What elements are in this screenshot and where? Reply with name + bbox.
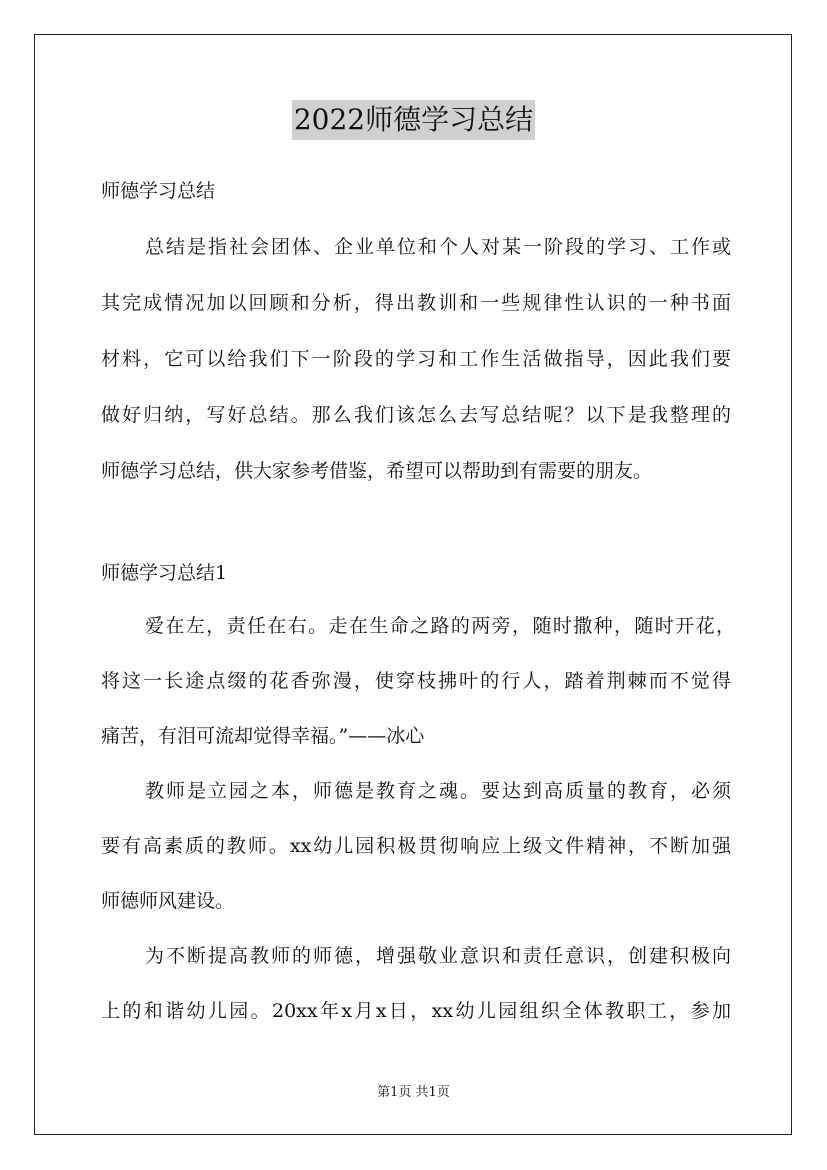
paragraph-line: 痛苦，有泪可流却觉得幸福。”——冰心	[101, 725, 425, 747]
paragraph-line: 师德师风建设。	[101, 890, 235, 912]
paragraph-line: 要有高素质的教师。xx幼儿园积极贯彻响应上级文件精神，不断加强	[101, 835, 731, 857]
page-footer: 第1页 共1页	[377, 1085, 450, 1100]
paragraph-line: 师德学习总结，供大家参考借鉴，希望可以帮助到有需要的朋友。	[101, 460, 653, 482]
paragraph-line: 总结是指社会团体、企业单位和个人对某一阶段的学习、工作或	[145, 236, 731, 258]
paragraph-line: 为不断提高教师的师德，增强敬业意识和责任意识，创建积极向	[145, 945, 731, 967]
document-title	[0, 100, 827, 140]
paragraph-line: 教师是立园之本，师德是教育之魂。要达到高质量的教育，必须	[145, 780, 731, 802]
paragraph-line: 上的和谐幼儿园。20xx年x月x日，xx幼儿园组织全体教职工，参加	[101, 1000, 731, 1022]
section-heading-1: 师德学习总结1	[101, 562, 228, 584]
document-title-text: 2022师德学习总结	[292, 100, 535, 140]
paragraph-line: 做好归纳，写好总结。那么我们该怎么去写总结呢？以下是我整理的	[101, 404, 731, 426]
paragraph-line: 材料，它可以给我们下一阶段的学习和工作生活做指导，因此我们要	[101, 348, 731, 370]
paragraph-line: 将这一长途点缀的花香弥漫，使穿枝拂叶的行人，踏着荆棘而不觉得	[101, 670, 731, 692]
section-heading-intro: 师德学习总结	[101, 180, 216, 202]
paragraph-line: 其完成情况加以回顾和分析，得出教训和一些规律性认识的一种书面	[101, 292, 731, 314]
paragraph-line: 爱在左，责任在右。走在生命之路的两旁，随时撒种，随时开花，	[145, 615, 735, 637]
